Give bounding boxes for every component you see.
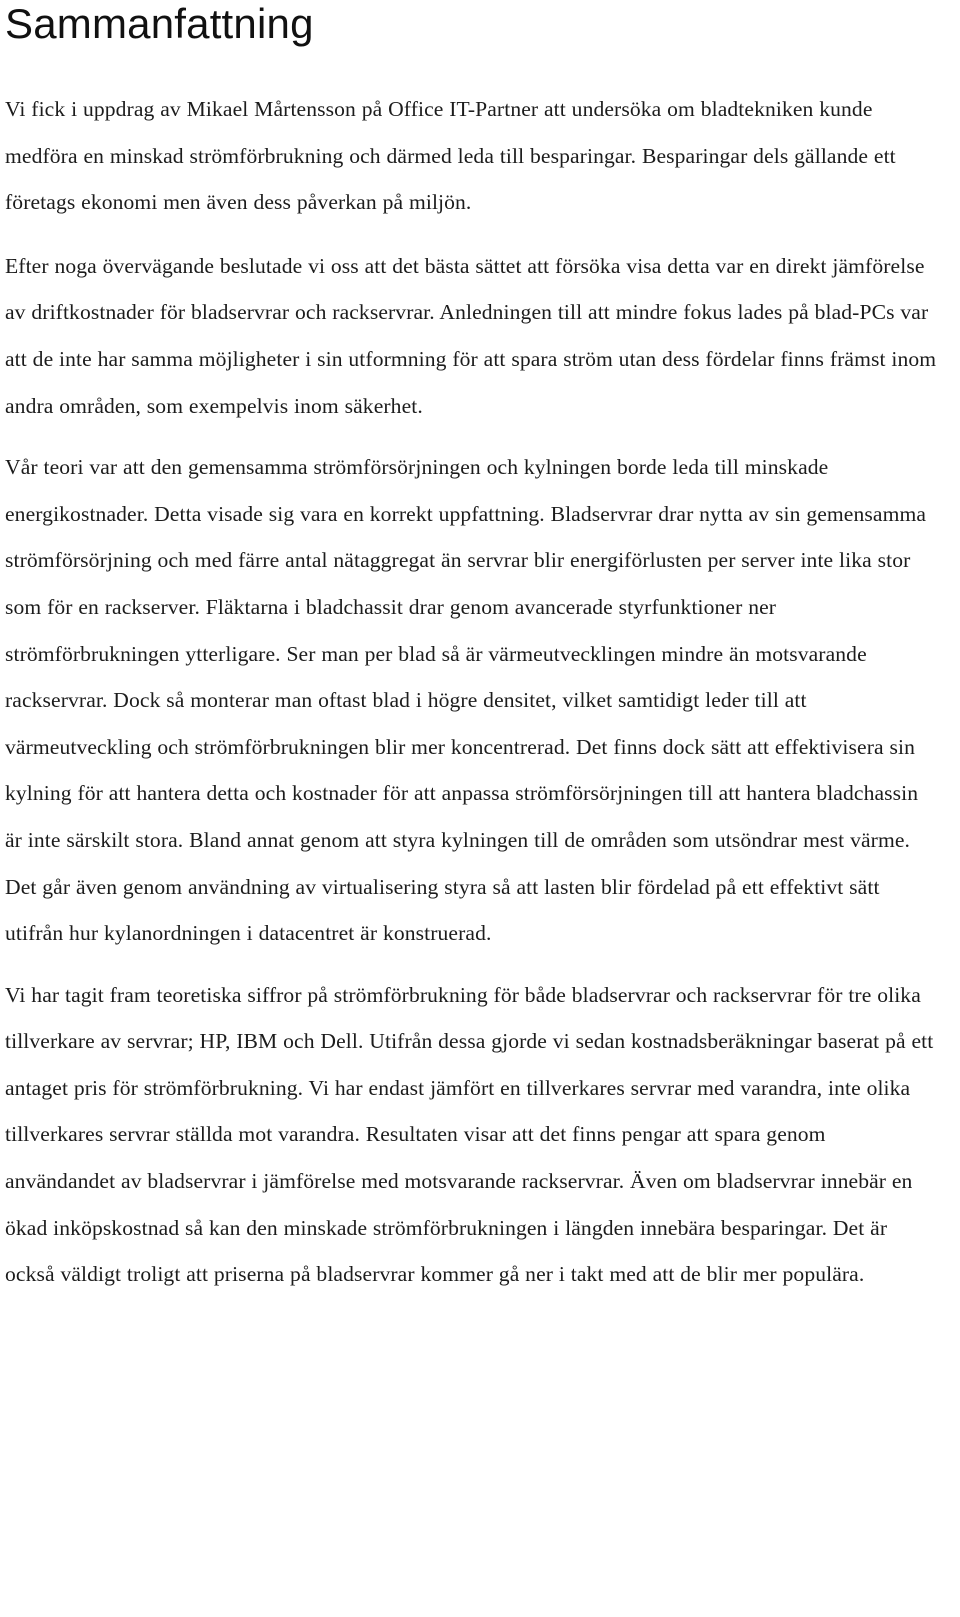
page-title: Sammanfattning — [5, 0, 314, 47]
paragraph-intro: Vi fick i uppdrag av Mikael Mårtensson på Office IT-Partner att undersöka om bladtekniken kunde medföra en minskad strömförbrukning och därmed leda till besparingar. Besparingar dels gällande ett företags ekonomi men även dess påverkan på miljön. — [5, 97, 896, 215]
document-page — [5, 0, 940, 1298]
paragraph-results: Vi har tagit fram teoretiska siffror på strömförbrukning för både bladservrar och rackservrar för tre olika tillverkare av servrar; HP, IBM och Dell. Utifrån dessa gjorde vi sedan kostnadsberäkningar baserat på ett antaget pris för strömförbrukning. Vi har endast jämfört en tillverkares servrar med varandra, inte olika tillverkares servrar ställda mot varandra. Resultaten visar att det finns pengar att spara genom användandet av bladservrar i jämförelse med motsvarande rackservrar. Även om bladservrar innebär en ökad inköpskostnad så kan den minskade strömförbrukningen i längden innebära besparingar. Det är också väldigt troligt att priserna på bladservrar kommer gå ner i takt med att de blir mer populära. — [5, 982, 934, 1287]
paragraph-theory: Vår teori var att den gemensamma strömförsörjningen och kylningen borde leda till minskade energikostnader. Detta visade sig vara en korrekt uppfattning. Bladservrar drar nytta av sin gemensamma strömförsörjning och med färre antal nätaggregat än servrar blir energiförlusten per server inte lika stor som för en rackserver. Fläktarna i bladchassit drar genom avancerade styrfunktioner ner strömförbrukningen ytterligare. Ser man per blad så är värmeutvecklingen mindre än motsvarande rackservrar. Dock så monterar man oftast blad i högre densitet, vilket samtidigt leder till att värmeutveckling och strömförbrukningen blir mer koncentrerad. Det finns dock sätt att effektivisera sin kylning för att hantera detta och kostnader för att anpassa strömförsörjningen till att hantera bladchassin är inte särskilt stora. Bland annat genom att styra kylningen till de områden som utsöndrar mest värme. Det går även genom användning av virtualisering styra så att lasten blir fördelad på ett effektivt sätt utifrån hur kylanordningen i datacentret är konstruerad. — [5, 455, 927, 946]
paragraph-method: Efter noga övervägande beslutade vi oss att det bästa sättet att försöka visa detta var en direkt jämförelse av driftkostnader för bladservrar och rackservrar. Anledningen till att mindre fokus lades på blad-PCs var att de inte har samma möjligheter i sin utformning för att spara ström utan dess fördelar finns främst inom andra områden, som exempelvis inom säkerhet. — [5, 253, 937, 418]
